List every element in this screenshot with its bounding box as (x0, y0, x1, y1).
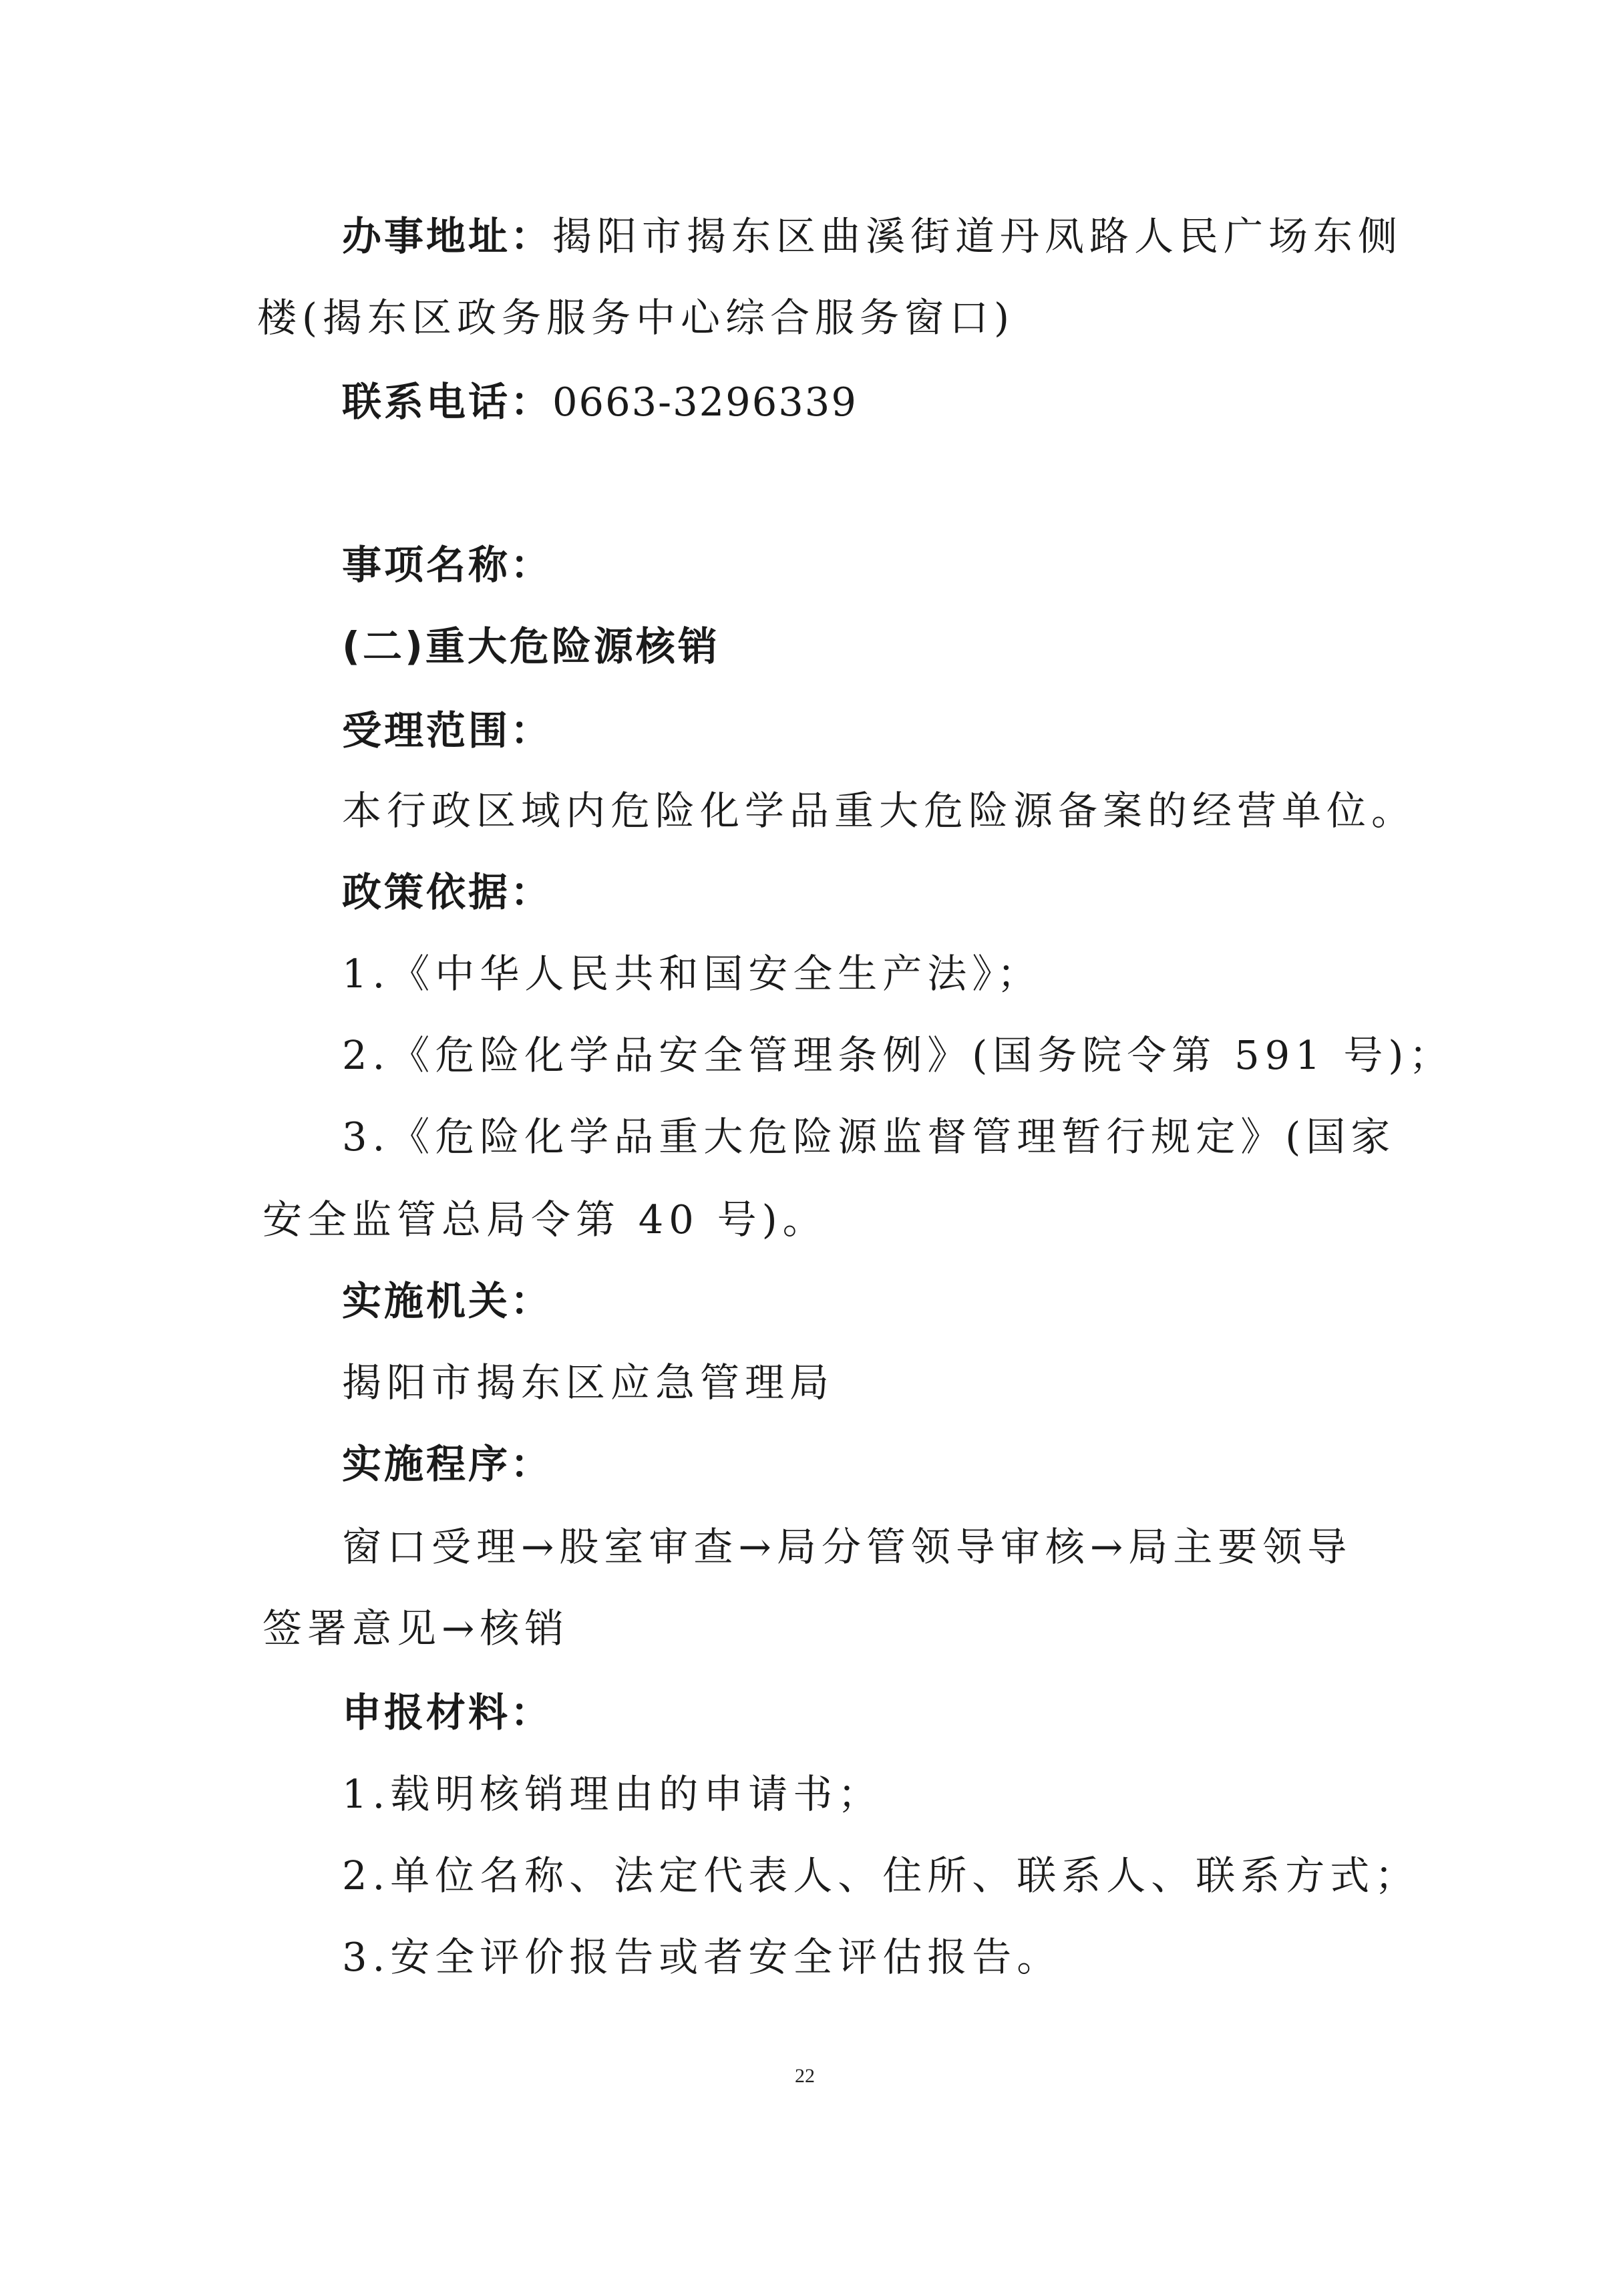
scope-label: 受理范围： (342, 707, 553, 754)
address-line-2: 楼(揭东区政务服务中心综合服务窗口) (257, 295, 1015, 341)
authority-value: 揭阳市揭东区应急管理局 (342, 1359, 835, 1406)
materials-item-3: 3.安全评价报告或者安全评估报告。 (342, 1934, 1062, 1980)
materials-label: 申报材料： (342, 1689, 553, 1736)
materials-item-2: 2.单位名称、法定代表人、住所、联系人、联系方式； (342, 1852, 1420, 1899)
procedure-label: 实施程序： (342, 1441, 553, 1487)
phone-line (342, 378, 858, 426)
procedure-line-1: 窗口受理→股室审查→局分管领导审核→局主要领导 (342, 1524, 1353, 1570)
address-label: 办事地址： (342, 213, 553, 259)
materials-item-1: 1.载明核销理由的申请书； (342, 1771, 883, 1817)
address-line-1 (342, 212, 1403, 261)
phone-value: 0663-3296339 (552, 379, 858, 425)
address-text-1: 揭阳市揭东区曲溪街道丹凤路人民广场东侧 (552, 213, 1403, 259)
basis-item-2: 2.《危险化学品安全管理条例》(国务院令第 591 号)； (342, 1032, 1454, 1078)
item-name-label: 事项名称： (342, 542, 553, 588)
phone-label: 联系电话： (342, 379, 553, 425)
authority-label: 实施机关： (342, 1278, 553, 1324)
basis-item-1: 1.《中华人民共和国安全生产法》； (342, 951, 1042, 997)
basis-label: 政策依据： (342, 869, 553, 915)
basis-item-3-line-1: 3.《危险化学品重大危险源监督管理暂行规定》(国家 (342, 1114, 1396, 1160)
scope-text: 本行政区域内危险化学品重大危险源备案的经营单位。 (342, 788, 1417, 834)
item-name-value: (二)重大危险源核销 (342, 623, 720, 669)
procedure-line-2: 签署意见→核销 (262, 1605, 570, 1651)
page-number: 22 (795, 2065, 815, 2087)
basis-item-3-line-2: 安全监管总局令第 40 号)。 (262, 1196, 828, 1243)
